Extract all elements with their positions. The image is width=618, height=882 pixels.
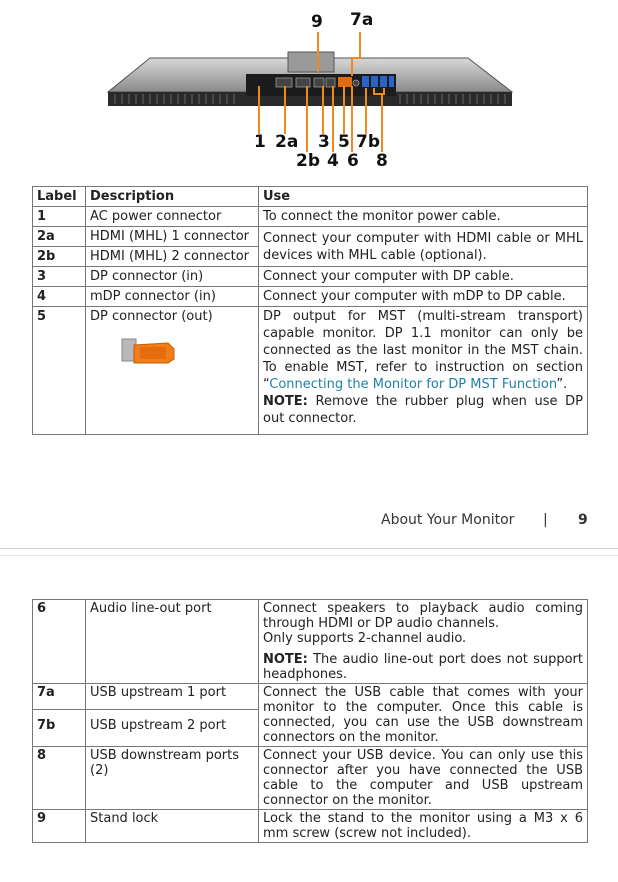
callout-7b: 7b (356, 132, 380, 152)
note-text: Remove the rubber plug when use DP out connector. (263, 394, 583, 426)
page-break-line (0, 555, 618, 556)
header-use: Use (259, 187, 588, 207)
row-description: HDMI (MHL) 2 connector (86, 247, 259, 267)
table-row (33, 207, 588, 227)
row-description-cell (86, 307, 259, 435)
callout-8: 8 (376, 151, 388, 171)
row-label: 8 (33, 747, 86, 810)
row-use: Connect your computer with HDMI cable or MHL devices with MHL cable (optional). (259, 227, 588, 267)
row-label: 7b (33, 710, 86, 747)
table-row (33, 307, 588, 435)
note-text: The audio line-out port does not support headphones. (263, 652, 583, 682)
footer-page-number: 9 (578, 512, 588, 528)
footer-separator: | (543, 512, 548, 528)
table-row (33, 267, 588, 287)
callout-9: 9 (311, 12, 323, 32)
row-use: Lock the stand to the monitor using a M3 x 6 mm screw (screw not included). (259, 810, 588, 843)
table-row (33, 287, 588, 307)
row-label: 6 (33, 600, 86, 684)
row-use-cell (259, 307, 588, 435)
connector-table-1 (32, 186, 588, 435)
callout-2a: 2a (275, 132, 299, 152)
callout-3: 3 (318, 132, 330, 152)
row-use-end: ”. (556, 377, 568, 392)
row-label: 2a (33, 227, 86, 247)
row-use: Connect speakers to playback audio coming through HDMI or DP audio channels. (263, 601, 583, 631)
dp-mst-section-link[interactable]: Connecting the Monitor for DP MST Function (269, 377, 557, 392)
row-use: Connect your USB device. You can only use this connector after you have connected the USB cable to the computer and USB upstream connector on the monitor. (259, 747, 588, 810)
row-label: 9 (33, 810, 86, 843)
row-description: DP connector (in) (86, 267, 259, 287)
row-use: Connect your computer with mDP to DP cable. (259, 287, 588, 307)
page-break-line (0, 548, 618, 549)
row-label: 3 (33, 267, 86, 287)
row-description: AC power connector (86, 207, 259, 227)
callout-6: 6 (347, 151, 359, 171)
table-row (33, 600, 588, 684)
callout-1: 1 (254, 132, 266, 152)
header-description: Description (86, 187, 259, 207)
callout-4: 4 (327, 151, 339, 171)
header-label: Label (33, 187, 86, 207)
row-description: HDMI (MHL) 1 connector (86, 227, 259, 247)
row-use: Connect your computer with DP cable. (259, 267, 588, 287)
row-description: USB downstream ports (2) (86, 747, 259, 810)
table-header-row (33, 187, 588, 207)
dp-plug-icon (118, 335, 178, 371)
footer-section-title: About Your Monitor (381, 512, 515, 528)
connector-table-2 (32, 599, 588, 843)
row-description: DP connector (out) (90, 309, 213, 324)
row-label: 7a (33, 684, 86, 710)
callout-5: 5 (338, 132, 350, 152)
note-label: NOTE: (263, 652, 308, 667)
row-use: To connect the monitor power cable. (259, 207, 588, 227)
row-description: USB upstream 1 port (86, 684, 259, 710)
row-use-line2: Only supports 2-channel audio. (263, 631, 467, 646)
row-description: Audio line-out port (86, 600, 259, 684)
row-label: 4 (33, 287, 86, 307)
row-description: USB upstream 2 port (86, 710, 259, 747)
row-description: mDP connector (in) (86, 287, 259, 307)
callout-2b: 2b (296, 151, 320, 171)
row-label: 5 (33, 307, 86, 435)
table-row (33, 747, 588, 810)
row-description: Stand lock (86, 810, 259, 843)
row-label: 2b (33, 247, 86, 267)
row-use: DP output for MST (multi-stream transport) capable monitor. DP 1.1 monitor can only be connected as the last monitor in the MST chain. To enable MST, refer to instruction on section “ (263, 309, 583, 392)
row-use-cell (259, 600, 588, 684)
row-use: Connect the USB cable that comes with your monitor to the computer. Once this cable is connected, you can use the USB downstream connectors on the monitor. (259, 684, 588, 747)
table-row (33, 684, 588, 710)
table-row (33, 227, 588, 247)
note-label: NOTE: (263, 394, 308, 409)
callout-7a: 7a (350, 10, 374, 30)
row-label: 1 (33, 207, 86, 227)
table-row (33, 810, 588, 843)
